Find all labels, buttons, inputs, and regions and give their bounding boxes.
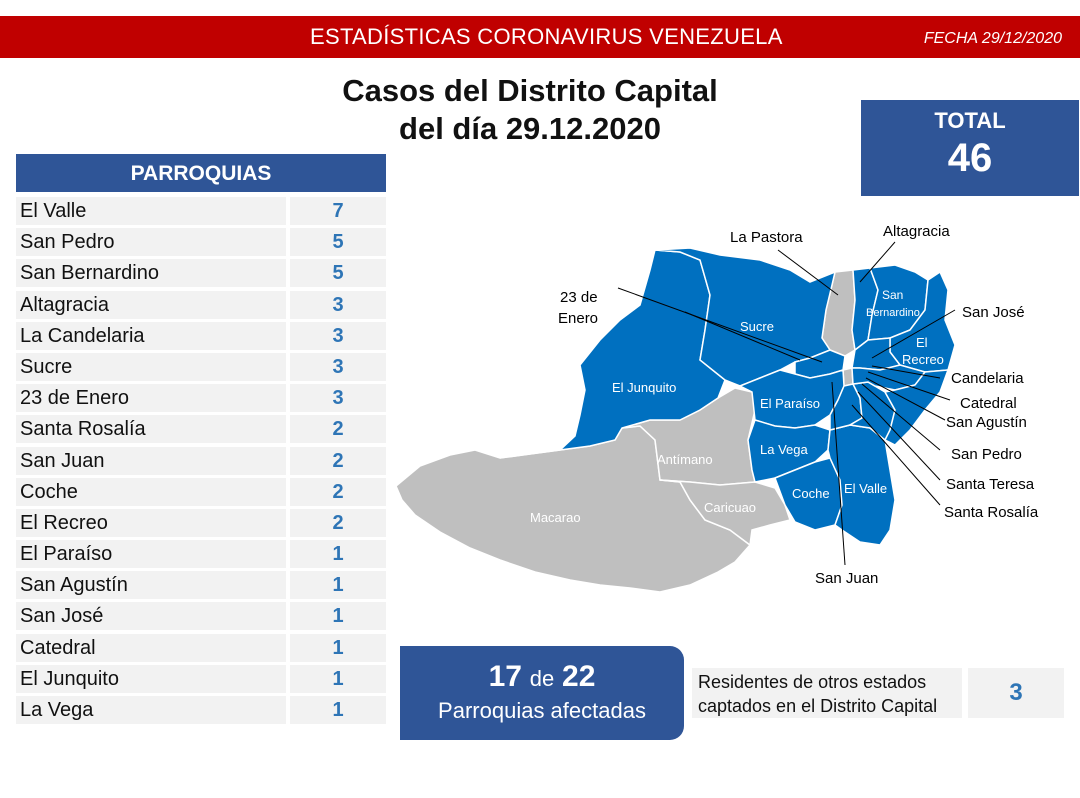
affected-count-line [400,660,684,694]
parroquia-value: 2 [290,509,386,537]
parroquia-name: Altagracia [16,291,286,319]
residents-label-line2: captados en el Distrito Capital [698,696,938,716]
label-el-recreo-1: El [916,335,928,350]
label-el-valle: El Valle [844,481,888,496]
label-antimano: Antímano [657,452,713,467]
parroquia-name: Sucre [16,353,286,381]
parroquia-name: San Bernardino [16,259,286,287]
label-la-vega: La Vega [760,442,808,457]
parroquia-value: 7 [290,197,386,225]
parroquia-name: El Paraíso [16,540,286,568]
parroquia-row [16,664,386,695]
parroquia-value: 1 [290,571,386,599]
parroquias-list [16,196,386,726]
page-title-line1: Casos del Distrito Capital [342,73,718,108]
parroquia-name: El Recreo [16,509,286,537]
label-el-paraiso: El Paraíso [760,396,820,411]
parroquia-row [16,601,386,632]
parroquia-value: 1 [290,696,386,724]
parroquia-row [16,446,386,477]
total-value: 46 [947,136,993,180]
parroquia-name: San José [16,602,286,630]
parroquia-value: 3 [290,322,386,350]
parroquia-value: 1 [290,665,386,693]
label-el-junquito: El Junquito [612,380,677,395]
parroquia-value: 1 [290,602,386,630]
label-sucre: Sucre [740,319,774,334]
affected-box [400,646,684,740]
label-coche: Coche [792,486,830,501]
parroquia-name: El Valle [16,197,286,225]
parroquia-value: 2 [290,447,386,475]
parroquia-row [16,258,386,289]
parroquia-name: San Pedro [16,228,286,256]
callout-altagracia: Altagracia [883,223,950,240]
parroquia-value: 5 [290,228,386,256]
parroquia-name: Catedral [16,634,286,662]
parroquia-value: 1 [290,634,386,662]
callout-candelaria: Candelaria [951,370,1024,387]
parroquia-row [16,383,386,414]
parroquia-name: La Vega [16,696,286,724]
callout-san-agustin: San Agustín [946,414,1027,431]
callout-san-juan: San Juan [815,570,879,587]
callout-san-jose: San José [962,304,1025,321]
label-caricuao: Caricuao [704,500,757,515]
residents-label-line1: Residentes de otros estados [698,672,927,692]
parroquia-row [16,414,386,445]
callout-santa-teresa: Santa Teresa [946,476,1035,493]
callout-23-de-enero-2: Enero [558,310,599,327]
page-title [290,72,770,148]
parroquia-row [16,570,386,601]
label-el-recreo-2: Recreo [902,352,944,367]
parroquia-value: 3 [290,353,386,381]
parroquia-row [16,539,386,570]
parroquia-name: La Candelaria [16,322,286,350]
parroquia-row [16,227,386,258]
parroquia-name: 23 de Enero [16,384,286,412]
parroquia-value: 2 [290,478,386,506]
parroquia-row [16,290,386,321]
residents-label [692,668,962,718]
parroquia-row [16,321,386,352]
affected-label: Parroquias afectadas [438,698,646,723]
parroquia-name: San Juan [16,447,286,475]
parroquia-value: 1 [290,540,386,568]
parroquia-name: Coche [16,478,286,506]
page-title-line2: del día 29.12.2020 [399,111,661,146]
residents-value: 3 [968,668,1064,718]
parroquia-row [16,352,386,383]
callout-23-de-enero-1: 23 de [560,289,598,306]
header-date: FECHA 29/12/2020 [923,30,1062,47]
parroquia-row [16,508,386,539]
caracas-map [388,210,1068,630]
parroquia-value: 5 [290,259,386,287]
parroquia-row [16,477,386,508]
affected-total: 22 [562,660,596,693]
parroquia-name: San Agustín [16,571,286,599]
parroquia-value: 2 [290,415,386,443]
parroquias-header: PARROQUIAS [16,154,386,192]
label-macarao: Macarao [530,510,581,525]
total-label: TOTAL [934,108,1006,133]
parroquia-name: Santa Rosalía [16,415,286,443]
total-box [861,100,1079,196]
parroquia-name: El Junquito [16,665,286,693]
affected-count: 17 [488,660,522,693]
callout-la-pastora: La Pastora [730,229,803,246]
callout-san-pedro: San Pedro [951,446,1022,463]
parroquia-row [16,695,386,726]
parroquia-value: 3 [290,384,386,412]
parroquia-row [16,633,386,664]
label-san-bernardino-2: Bernardino [866,307,920,319]
callout-catedral: Catedral [960,395,1017,412]
affected-of: de [529,666,555,691]
parroquia-row [16,196,386,227]
callout-santa-rosalia: Santa Rosalía [944,504,1039,521]
parroquia-value: 3 [290,291,386,319]
header-title: ESTADÍSTICAS CORONAVIRUS VENEZUELA [310,24,783,49]
header-bar [0,16,1080,58]
label-san-bernardino-1: San [882,288,904,302]
